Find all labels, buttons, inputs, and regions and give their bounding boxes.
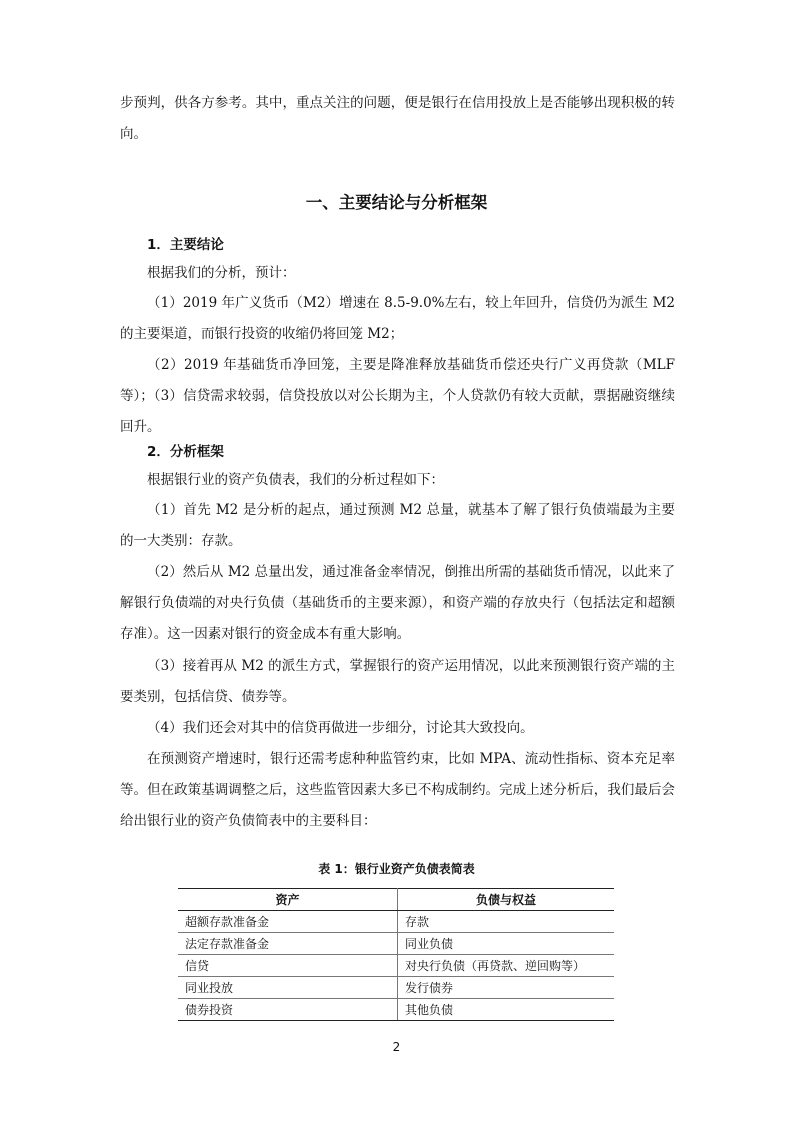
asset-cell: 同业投放 <box>178 977 398 999</box>
framework-closing: 在预测资产增速时，银行还需考虑种种监管约束，比如 MPA、流动性指标、资本充足率等。但在政策基调调整之后，这些监管因素大多已不构成制约。完成上述分析后，我们最后会给出银行业的资产负债简表中的主要科目： <box>120 751 675 829</box>
asset-cell: 超额存款准备金 <box>178 911 398 933</box>
asset-cell: 债券投资 <box>178 999 398 1021</box>
table-row <box>178 999 614 1021</box>
asset-cell: 信贷 <box>178 955 398 977</box>
table-caption: 表 1：银行业资产负债表简表 <box>318 862 475 876</box>
asset-cell: 法定存款准备金 <box>178 933 398 955</box>
framework-item-1: （1）首先 M2 是分析的起点，通过预测 M2 总量，就基本了解了银行负债端最为主要的一大类别：存款。 <box>120 502 675 549</box>
liability-cell: 发行债券 <box>398 977 615 999</box>
framework-item-4: （4）我们还会对其中的信贷再做进一步细分，讨论其大致投向。 <box>147 720 534 736</box>
table-row <box>178 955 614 977</box>
conclusion-item-3: （3）信贷需求较弱，信贷投放以对公长期为主，个人贷款仍有较大贡献，票据融资继续回升。 <box>120 388 675 435</box>
balance-sheet-table <box>178 888 614 1021</box>
liability-cell: 存款 <box>398 911 615 933</box>
subsection-title-conclusions: 1．主要结论 <box>147 237 224 253</box>
framework-lead: 根据银行业的资产负债表，我们的分析过程如下： <box>147 472 444 488</box>
liability-cell: 同业负债 <box>398 933 615 955</box>
table-header-row <box>178 889 614 911</box>
page-number: 2 <box>392 1040 401 1054</box>
liability-cell: 其他负债 <box>398 999 615 1021</box>
conclusion-item-1: （1）2019 年广义货币（M2）增速在 8.5-9.0%左右，较上年回升，信贷仍为派生 M2 的主要渠道，而银行投资的收缩仍将回笼 M2； <box>120 295 675 342</box>
header-assets: 资产 <box>178 889 398 911</box>
framework-item-3: （3）接着再从 M2 的派生方式，掌握银行的资产运用情况，以此来预测银行资产端的主要类别，包括信贷、债券等。 <box>120 658 675 705</box>
intro-paragraph: 步预判，供各方参考。其中，重点关注的问题，便是银行在信用投放上是否能够出现积极的转向。 <box>120 95 675 142</box>
subsection-title-framework: 2．分析框架 <box>147 444 224 460</box>
table-row <box>178 911 614 933</box>
section-title: 一、主要结论与分析框架 <box>305 193 488 212</box>
header-liabilities-equity: 负债与权益 <box>398 889 615 911</box>
table-row <box>178 933 614 955</box>
table-row <box>178 977 614 999</box>
conclusion-item-2: （2）2019 年基础货币净回笼，主要是降准释放基础货币偿还央行广义再贷款（MLF 等）； <box>120 357 675 404</box>
conclusions-lead: 根据我们的分析，预计： <box>147 265 296 281</box>
framework-item-2: （2）然后从 M2 总量出发，通过准备金率情况，倒推出所需的基础货币情况，以此来了解银行负债端的对央行负债（基础货币的主要来源），和资产端的存放央行（包括法定和超额存准）。这一因素对银行的资金成本有重大影响。 <box>120 564 675 642</box>
liability-cell: 对央行负债（再贷款、逆回购等） <box>398 955 615 977</box>
